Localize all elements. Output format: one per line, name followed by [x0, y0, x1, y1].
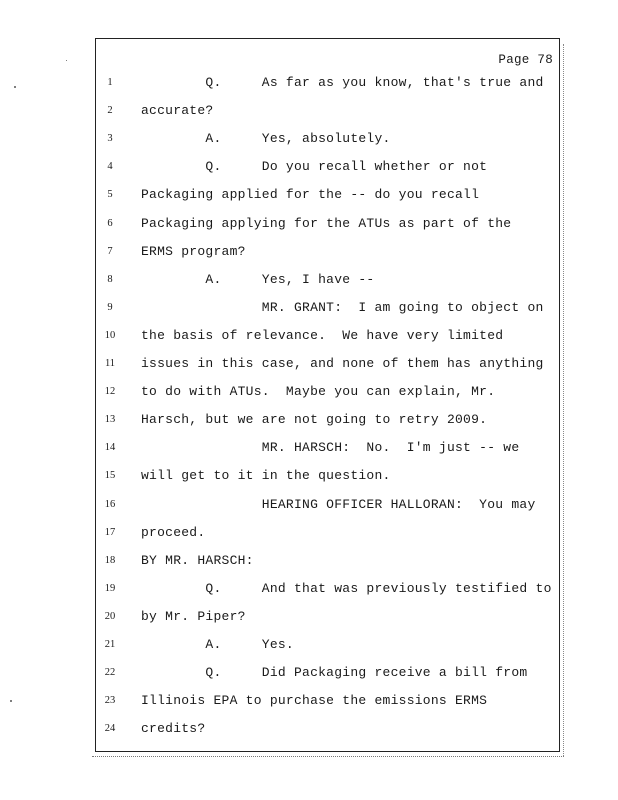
transcript-line: Packaging applying for the ATUs as part of the [141, 215, 512, 231]
scan-speck [10, 700, 12, 702]
transcript-line: credits? [141, 721, 206, 737]
transcript-line: BY MR. HARSCH: [141, 552, 254, 568]
line-number: 12 [104, 386, 116, 398]
transcript-line: proceed. [141, 524, 206, 540]
transcript-line: A. Yes. [141, 637, 294, 652]
line-number: 13 [104, 414, 116, 426]
transcript-line: MR. GRANT: I am going to object on [141, 299, 544, 315]
line-number: 3 [107, 133, 113, 145]
transcript-line: MR. HARSCH: No. I'm just -- we [141, 440, 520, 456]
transcript-line: Illinois EPA to purchase the emissions ERMS [141, 693, 488, 709]
scan-speck [14, 86, 16, 88]
transcript-line: Q. Did Packaging receive a bill from [141, 665, 528, 681]
scan-speck [66, 60, 67, 61]
transcript-line: the basis of relevance. We have very limited [141, 327, 504, 343]
transcript-line: Q. As far as you know, that's true and [141, 75, 544, 90]
line-number: 9 [107, 301, 113, 313]
page-edge-bottom [92, 756, 564, 757]
line-number: 15 [104, 470, 116, 482]
transcript-line: Packaging applied for the -- do you recall [141, 187, 480, 203]
transcript-line: A. Yes, I have -- [141, 271, 375, 287]
line-number: 5 [107, 189, 113, 201]
line-number: 4 [107, 161, 113, 173]
line-number: 14 [104, 442, 116, 454]
page-edge-right [563, 44, 564, 756]
line-number: 23 [104, 695, 116, 707]
transcript-line: to do with ATUs. Maybe you can explain, Mr. [141, 384, 496, 400]
page-number: Page 78 [498, 53, 553, 67]
line-number: 1 [107, 77, 113, 88]
transcript-line: accurate? [141, 103, 214, 119]
transcript-line: issues in this case, and none of them has anything [141, 356, 544, 371]
transcript-line: by Mr. Piper? [141, 608, 246, 624]
line-number: 8 [107, 273, 113, 285]
transcript-line: Harsch, but we are not going to retry 2009. [141, 412, 488, 428]
transcript-line: will get to it in the question. [141, 468, 391, 484]
line-number: 17 [104, 526, 116, 538]
line-number: 10 [104, 329, 116, 341]
transcript-line: ERMS program? [141, 243, 246, 259]
line-number: 2 [107, 105, 113, 117]
transcript-line: HEARING OFFICER HALLORAN: You may [141, 496, 536, 512]
line-number: 19 [104, 582, 116, 594]
transcript-page [95, 38, 560, 752]
line-number: 22 [104, 667, 116, 679]
line-number: 20 [104, 610, 116, 622]
transcript-line: Q. Do you recall whether or not [141, 159, 488, 175]
line-number: 7 [107, 245, 113, 257]
line-number: 6 [107, 217, 113, 229]
transcript-line: Q. And that was previously testified to [141, 580, 552, 596]
line-number: 18 [104, 554, 116, 566]
transcript-line: A. Yes, absolutely. [141, 131, 391, 147]
line-number: 11 [104, 358, 116, 369]
line-number: 16 [104, 498, 116, 510]
line-number: 21 [104, 639, 116, 650]
line-number: 24 [104, 723, 116, 735]
